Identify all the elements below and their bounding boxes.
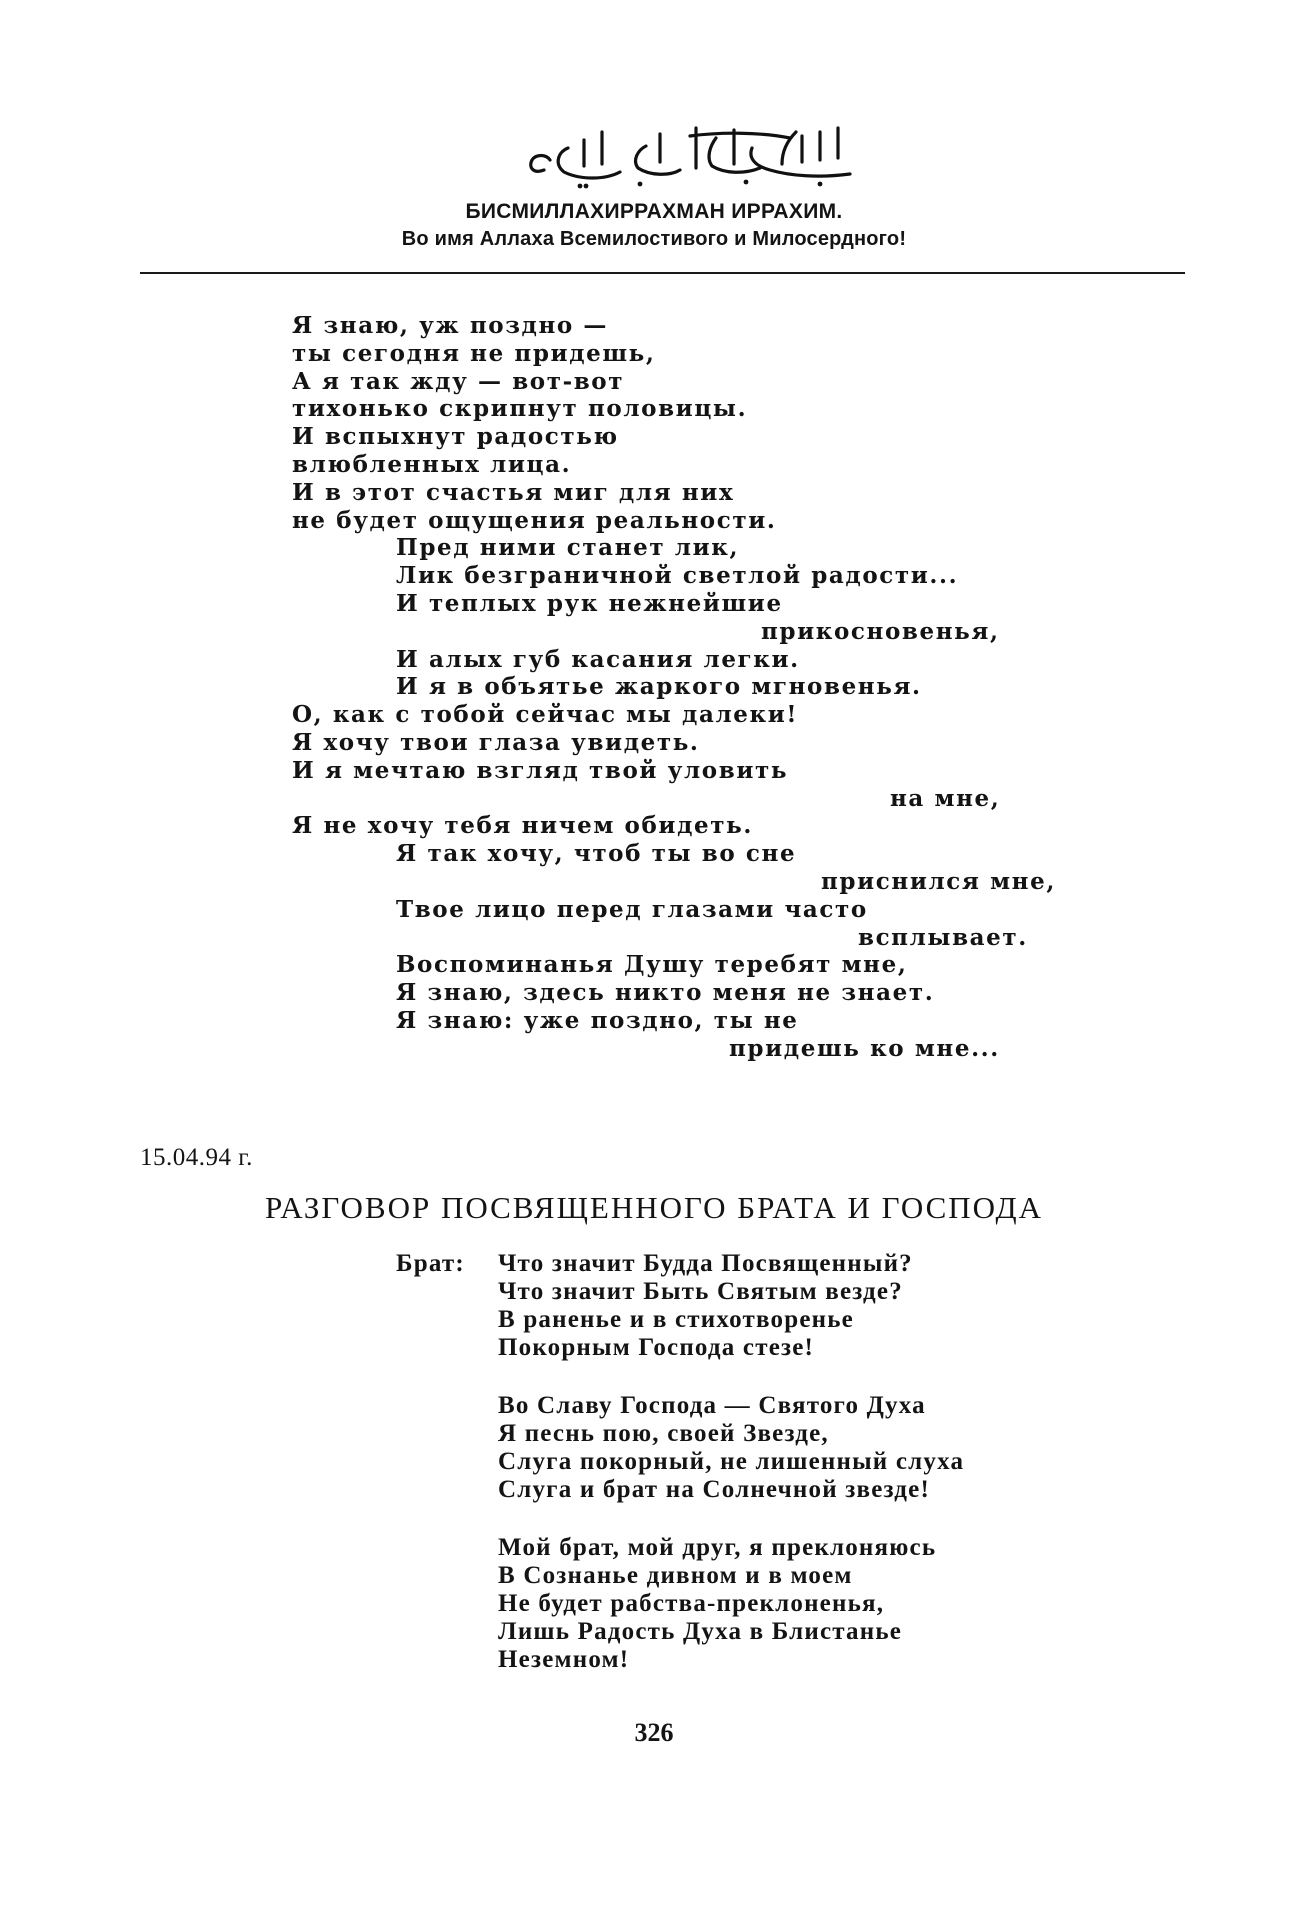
dialogue-line: Я песнь пою, своей Звезде, [498, 1420, 829, 1447]
poem-line: на мне, [890, 784, 1001, 812]
dialogue-speaker: Брат: [396, 1250, 465, 1277]
poem-line: придешь ко мне... [729, 1034, 1000, 1062]
poem-line: Я знаю, здесь никто меня не знает. [396, 979, 935, 1007]
page-number: 326 [634, 1718, 674, 1747]
poem-line: О, как с тобой сейчас мы далеки! [292, 701, 799, 729]
dialogue-line: Не будет рабства-преклоненья, [498, 1590, 885, 1617]
poem-line: Лик безграничной светлой радости... [396, 562, 959, 590]
poem-line: Воспоминанья Душу теребят мне, [396, 951, 908, 979]
poem-line: прикосновенья, [761, 617, 1000, 645]
poem-line: И вспыхнут радостью [292, 423, 619, 451]
dialogue-line: Неземном! [498, 1646, 630, 1673]
dialogue-line: Что значит Быть Святым везде? [498, 1278, 903, 1305]
poem-line: И алых губ касания легки. [396, 645, 800, 673]
poem-line: И теплых рук нежнейшие [396, 590, 783, 617]
poem-line: ты сегодня не придешь, [292, 339, 656, 367]
poem-line: Пред ними станет лик, [396, 534, 740, 562]
poem-line: Я не хочу тебя ничем обидеть. [292, 812, 753, 840]
dialogue-line: Слуга и брат на Солнечной звезде! [498, 1476, 930, 1503]
header-translation: Во имя Аллаха Всемилостивого и Милосердного! [401, 228, 907, 250]
poem-line: И я в объятье жаркого мгновенья. [396, 673, 922, 701]
poem-line: И я мечтаю взгляд твой уловить [292, 756, 789, 784]
poem-line: всплывает. [858, 923, 1028, 951]
poem-line: И в этот счастья миг для них [292, 478, 735, 506]
poem-line: Я так хочу, чтоб ты во сне [396, 840, 797, 868]
dialogue-line: Во Славу Господа — Святого Духа [498, 1392, 926, 1419]
poem-line: Твое лицо перед глазами часто [396, 895, 868, 923]
dialogue-line: В Сознанье дивном и в моем [498, 1562, 853, 1589]
dialogue-line: Лишь Радость Духа в Блистанье [498, 1618, 903, 1645]
dialogue-line: Слуга покорный, не лишенный слуха [498, 1448, 965, 1475]
poem-line: приснился мне, [821, 868, 1056, 895]
poem-line: А я так жду — вот-вот [292, 367, 625, 395]
dialogue-line: Что значит Будда Посвященный? [498, 1250, 913, 1277]
dialogue-line: Покорным Господа стезе! [498, 1334, 815, 1361]
poem-date: 15.04.94 г. [140, 1144, 253, 1171]
header-divider [140, 272, 1185, 274]
bismillah-calligraphy [520, 118, 860, 190]
poem-line: тихонько скрипнут половицы. [292, 395, 748, 423]
poem-title: РАЗГОВОР ПОСВЯЩЕННОГО БРАТА И ГОСПОДА [264, 1190, 1044, 1225]
dialogue-line: Мой брат, мой друг, я преклоняюсь [498, 1534, 937, 1561]
poem-line: влюбленных лица. [292, 451, 572, 478]
poem-line: Я знаю: уже поздно, ты не [396, 1007, 799, 1034]
header-transliteration: БИСМИЛЛАХИРРАХМАН ИРРАХИМ. [465, 200, 843, 223]
poem-line: Я знаю, уж поздно — [292, 312, 609, 339]
dialogue-line: В раненье и в стихотворенье [498, 1306, 854, 1333]
poem-line: не будет ощущения реальности. [292, 506, 777, 534]
poem-line: Я хочу твои глаза увидеть. [292, 729, 700, 756]
